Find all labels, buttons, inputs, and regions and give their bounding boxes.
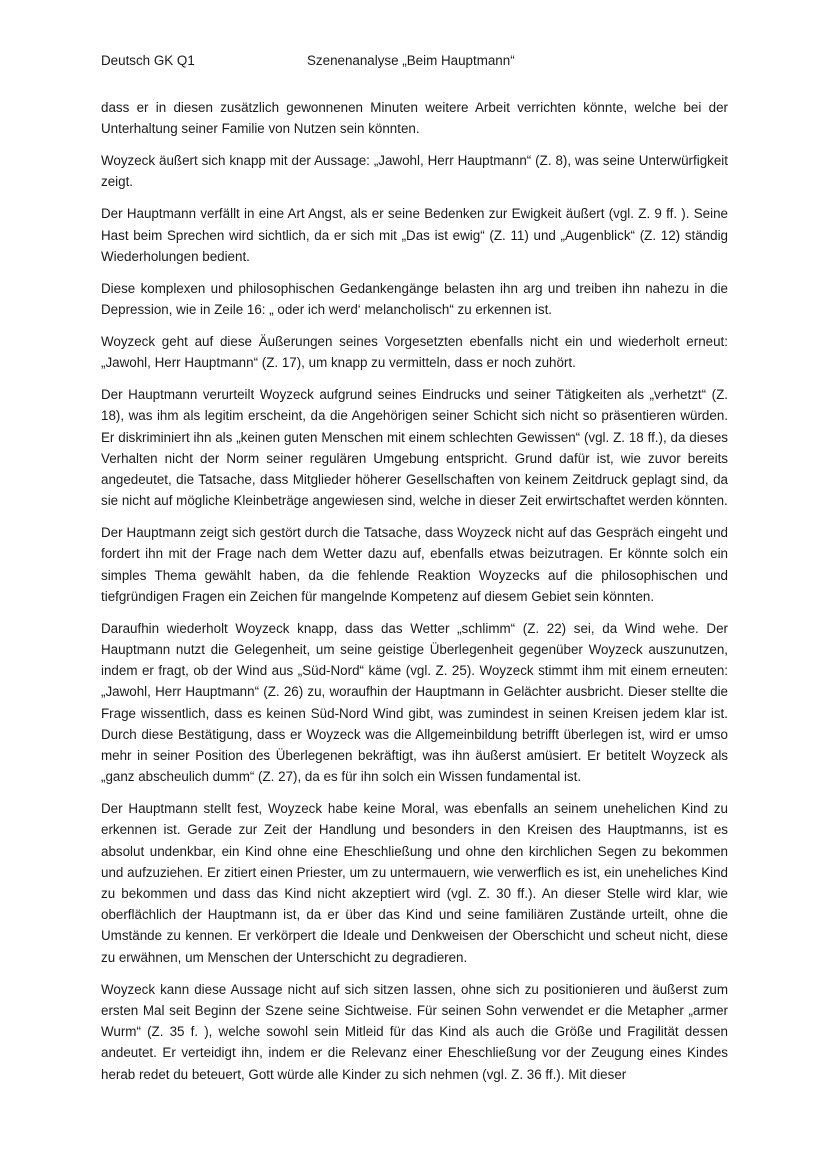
paragraph: Der Hauptmann zeigt sich gestört durch die Tatsache, dass Woyzeck nicht auf das Gespräch eingeht und fordert ihn mit der Frage nach dem Wetter dazu auf, ebenfalls etwas beizutragen. Er könnte solch ein simples Thema gewählt haben, da die fehlende Reaktion Woyzecks auf die philosophischen und tiefgründigen Fragen ein Zeichen für mangelnde Kompetenz auf diesem Gebiet sein könnten. [101, 525, 728, 604]
header-document-title: Szenenanalyse „Beim Hauptmann“ [307, 53, 515, 68]
header-course-label: Deutsch GK Q1 [101, 53, 195, 68]
page-header [101, 51, 727, 71]
paragraph: Der Hauptmann verurteilt Woyzeck aufgrund seines Eindrucks und seiner Tätigkeiten als „verhetzt“ (Z. 18), was ihm als legitim erscheint, da die Angehörigen seiner Schicht sich nicht so präsentieren würden. Er diskriminiert ihn als „keinen guten Menschen mit einem schlechten Gewissen“ (vgl. Z. 18 ff.), da dieses Verhalten nicht der Norm seiner regulären Umgebung entspricht. Grund dafür ist, wie zuvor bereits angedeutet, die Tatsache, dass Mitglieder höherer Gesellschaften von keinem Zeitdruck geplagt sind, da sie nicht auf mögliche Kleinbeträge angewiesen sind, welche in dieser Zeit erwirtschaftet werden könnten. [101, 387, 728, 509]
paragraph: Woyzeck äußert sich knapp mit der Aussage: „Jawohl, Herr Hauptmann“ (Z. 8), was seine Unterwürfigkeit zeigt. [101, 153, 728, 190]
paragraph: Daraufhin wiederholt Woyzeck knapp, dass das Wetter „schlimm“ (Z. 22) sei, da Wind wehe. Der Hauptmann nutzt die Gelegenheit, um seine geistige Überlegenheit gegenüber Woyzeck auszunutzen, indem er fragt, ob der Wind aus „Süd-Nord“ käme (vgl. Z. 25). Woyzeck stimmt ihm mit einem erneuten: „Jawohl, Herr Hauptmann“ (Z. 26) zu, woraufhin der Hauptmann in Gelächter ausbricht. Dieser stellte die Frage wissentlich, dass es keinen Süd-Nord Wind gibt, was zumindest in seinen Kreisen jedem klar ist. Durch diese Bestätigung, dass er Woyzeck was die Allgemeinbildung betrifft überlegen ist, wird er umso mehr in seiner Position des Überlegenen bekräftigt, was ihn äußerst amüsiert. Er betitelt Woyzeck als „ganz abscheulich dumm“ (Z. 27), da es für ihn solch ein Wissen fundamental ist. [101, 620, 728, 785]
paragraph: dass er in diesen zusätzlich gewonnenen Minuten weitere Arbeit verrichten könnte, welche bei der Unterhaltung seiner Familie von Nutzen sein könnten. [101, 100, 728, 137]
document-body [101, 97, 728, 1096]
paragraph: Diese komplexen und philosophischen Gedankengänge belasten ihn arg und treiben ihn nahezu in die Depression, wie in Zeile 16: „ oder ich werd‘ melancholisch“ zu erkennen ist. [101, 280, 728, 318]
paragraph: Der Hauptmann verfällt in eine Art Angst, als er seine Bedenken zur Ewigkeit äußert (vgl. Z. 9 ff. ). Seine Hast beim Sprechen wird sichtlich, da er sich mit „Das ist ewig“ (Z. 11) und „Augenblick“ (Z. 12) ständig Wiederholungen bedient. [101, 206, 728, 264]
paragraph: Woyzeck geht auf diese Äußerungen seines Vorgesetzten ebenfalls nicht ein und wiederholt erneut: „Jawohl, Herr Hauptmann“ (Z. 17), um knapp zu vermitteln, dass er noch zuhört. [101, 334, 728, 371]
paragraph: Woyzeck kann diese Aussage nicht auf sich sitzen lassen, ohne sich zu positionieren und äußerst zum ersten Mal seit Beginn der Szene seine Sichtweise. Für seinen Sohn verwendet er die Metapher „armer Wurm“ (Z. 35 f. ), welche sowohl sein Mitleid für das Kind als auch die Größe und Fragilität dessen andeutet. Er verteidigt ihn, indem er die Relevanz einer Eheschließung vor der Zeugung eines Kindes herab redet du beteuert, Gott würde alle Kinder zu sich nehmen (vgl. Z. 36 ff.). Mit dieser [101, 981, 728, 1082]
paragraph: Der Hauptmann stellt fest, Woyzeck habe keine Moral, was ebenfalls an seinem unehelichen Kind zu erkennen ist. Gerade zur Zeit der Handlung und besonders in den Kreisen des Hauptmanns, ist es absolut undenkbar, ein Kind ohne eine Eheschließung und ohne den kirchlichen Segen zu bekommen und aufzuziehen. Er zitiert einen Priester, um zu untermauern, wie verwerflich es ist, ein uneheliches Kind zu bekommen und dass das Kind nicht akzeptiert wird (vgl. Z. 30 ff.). An dieser Stelle wird klar, wie oberflächlich der Hauptmann ist, da er über das Kind und seine familiären Zustände urteilt, ohne die Umstände zu kennen. Er verkörpert die Ideale und Denkweisen der Oberschicht und scheut nicht, diese zu erwähnen, um Menschen der Unterschicht zu degradieren. [101, 801, 728, 965]
